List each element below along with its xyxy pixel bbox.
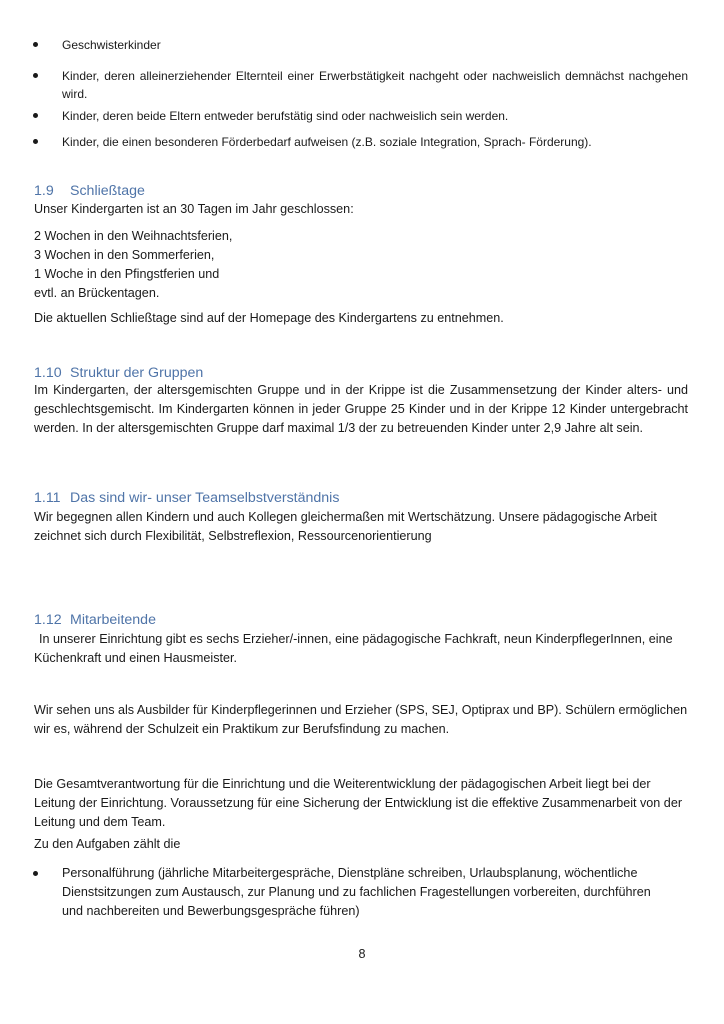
bullet-text: Geschwisterkinder (62, 38, 161, 52)
paragraph: Unser Kindergarten ist an 30 Tagen im Jahr geschlossen: (34, 202, 354, 216)
bullet-icon (33, 139, 38, 144)
section-number: 1.12 (34, 612, 62, 628)
closing-days-list (34, 227, 688, 303)
paragraph: Zu den Aufgaben zählt die (34, 837, 181, 851)
section-title: Mitarbeitende (70, 612, 156, 628)
paragraph: Im Kindergarten, der altersgemischten Gruppe und in der Krippe ist die Zusammensetzung der Kinder alters- und geschlechtsgemischt. Im Kindergarten können in jeder Gruppe 25 Kinder und in der Krippe 12 Kinder untergebracht werden. In der altersgemischten Gruppe darf maximal 1/3 der zu betreuenden Kinder unter 2,9 Jahre alt sein. (34, 383, 688, 435)
bullet-icon (33, 113, 38, 118)
bullet-text: Kinder, deren alleinerziehender Elternteil einer Erwerbstätigkeit nachgeht oder nachweislich demnächst nachgehen wird. (62, 69, 688, 101)
paragraph: Wir begegnen allen Kindern und auch Kollegen gleichermaßen mit Wertschätzung. Unsere pädagogische Arbeit zeichnet sich durch Flexibilität, Selbstreflexion, Ressourcenorientierung (34, 510, 657, 543)
section-title: Das sind wir- unser Teamselbstverständnis (70, 490, 340, 506)
bullet-text: Kinder, die einen besonderen Förderbedarf aufweisen (z.B. soziale Integration, Sprach- Förderung). (62, 135, 592, 149)
list-item (62, 133, 688, 151)
paragraph: In unserer Einrichtung gibt es sechs Erzieher/-innen, eine pädagogische Fachkraft, neun KinderpflegerInnen, eine Küchenkraft und einen Hausmeister. (34, 632, 673, 665)
paragraph: Wir sehen uns als Ausbilder für Kinderpflegerinnen und Erzieher (SPS, SEJ, Optiprax und BP). Schülern ermöglichen wir es, während der Schulzeit ein Praktikum zur Berufsfindung zu machen. (34, 703, 688, 736)
section-number: 1.9 (34, 183, 54, 199)
paragraph: Die Gesamtverantwortung für die Einrichtung und die Weiterentwicklung der pädagogischen Arbeit liegt bei der Leitung der Einrichtung. Voraussetzung für eine Sicherung der Entwicklung ist die effektive Zusammenarbeit von der Leitung und dem Team. (34, 777, 683, 829)
list-item (62, 67, 688, 103)
section-title: Schließtage (70, 183, 145, 199)
bullet-text: Kinder, deren beide Eltern entweder berufstätig sind oder nachweislich sein werden. (62, 109, 509, 123)
list-item (62, 864, 662, 921)
section-heading-1-12 (34, 611, 156, 629)
closing-days-line: 2 Wochen in den Weihnachtsferien, (34, 229, 233, 243)
closing-days-line: 3 Wochen in den Sommerferien, (34, 248, 215, 262)
list-item (62, 36, 688, 54)
bullet-icon (33, 871, 38, 876)
bullet-text: Personalführung (jährliche Mitarbeitergespräche, Dienstpläne schreiben, Urlaubsplanung, wöchentliche Dienstsitzungen zum Austausch, zur Planung und zu fachlichen Fragestellungen vorbereiten, durchführen und nachbereiten und Bewerbungsgespräche führen) (62, 866, 651, 918)
bullet-icon (33, 73, 38, 78)
section-heading-1-11 (34, 489, 339, 507)
bullet-icon (33, 42, 38, 47)
section-title: Struktur der Gruppen (70, 365, 204, 381)
closing-days-line: evtl. an Brückentagen. (34, 286, 160, 300)
section-heading-1-9 (34, 182, 145, 200)
paragraph: Die aktuellen Schließtage sind auf der Homepage des Kindergartens zu entnehmen. (34, 311, 504, 325)
section-number: 1.10 (34, 365, 62, 381)
list-item (62, 107, 688, 125)
section-number: 1.11 (34, 490, 61, 506)
closing-days-line: 1 Woche in den Pfingstferien und (34, 267, 220, 281)
page-number: 8 (358, 947, 366, 961)
section-heading-1-10 (34, 364, 203, 382)
